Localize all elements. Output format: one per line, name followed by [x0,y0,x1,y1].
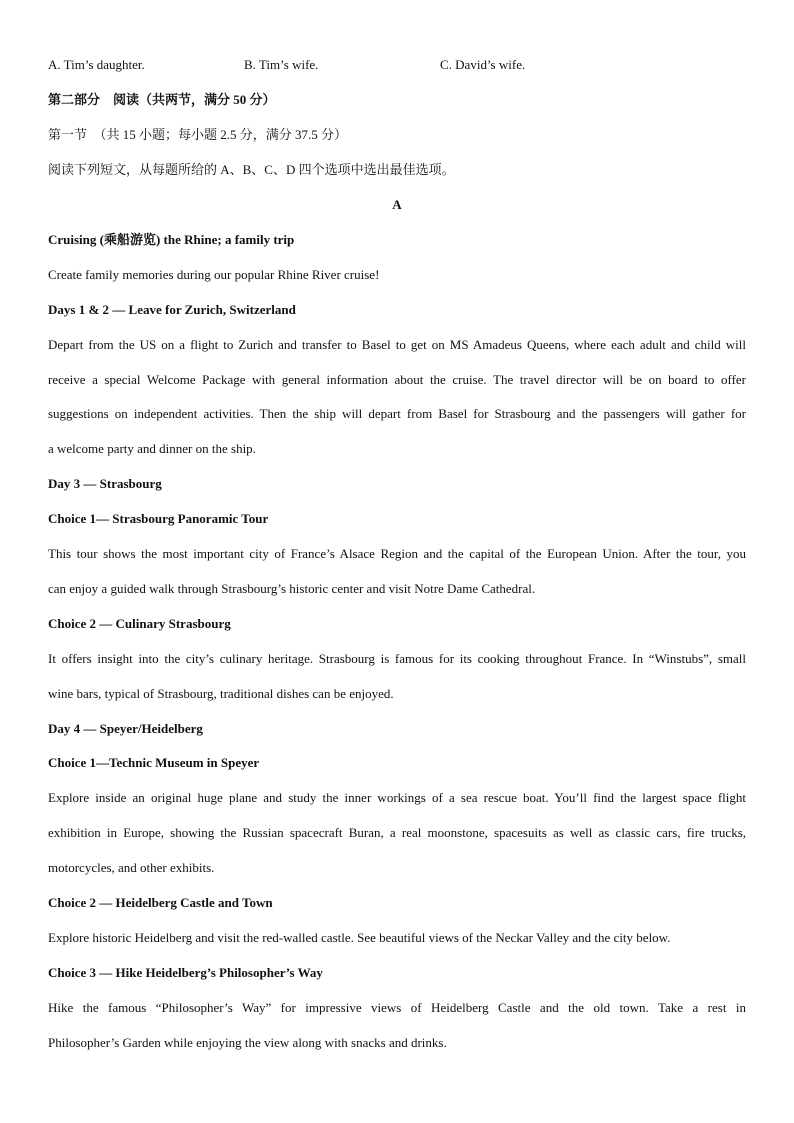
paragraph-line: exhibition in Europe, showing the Russian spacecraft Buran, a real moonstone, spacesuits as well as classic cars, fire trucks, [48,825,746,840]
day4-choice1-heading: Choice 1—Technic Museum in Speyer [48,755,260,770]
paragraph-line: can enjoy a guided walk through Strasbourg’s historic center and visit Notre Dame Cathedral. [48,581,536,596]
paragraph-line: motorcycles, and other exhibits. [48,860,215,875]
option-c: C. David’s wife. [440,57,526,72]
day3-choice1-heading: Choice 1— Strasbourg Panoramic Tour [48,511,269,526]
day4-choice2-heading: Choice 2 — Heidelberg Castle and Town [48,895,273,910]
option-b: B. Tim’s wife. [244,57,319,72]
option-a: A. Tim’s daughter. [48,57,145,72]
day3-choice2-heading: Choice 2 — Culinary Strasbourg [48,616,231,631]
passage-intro: Create family memories during our popular Rhine River cruise! [48,267,380,282]
paragraph-line: suggestions on independent activities. Then the ship will depart from Basel for Strasbourg and the passengers will gather for [48,406,746,421]
passage-letter: A [392,197,402,212]
paragraph-line: This tour shows the most important city of France’s Alsace Region and the capital of the European Union. After the tour, you [48,546,746,561]
day4-choice3-heading: Choice 3 — Hike Heidelberg’s Philosopher’s Way [48,965,323,980]
sub-title: 第一节 （共 15 小题；每小题 2.5 分，满分 37.5 分） [48,127,348,142]
day4-heading: Day 4 — Speyer/Heidelberg [48,721,203,736]
day3-heading: Day 3 — Strasbourg [48,476,162,491]
passage-title: Cruising (乘船游览) the Rhine; a family trip [48,232,295,247]
part-title: 第二部分 阅读（共两节，满分 50 分） [48,92,276,107]
days12-heading: Days 1 & 2 — Leave for Zurich, Switzerland [48,302,296,317]
paragraph-line: Hike the famous “Philosopher’s Way” for impressive views of Heidelberg Castle and the old town. Take a rest in [48,1000,746,1015]
paragraph-line: a welcome party and dinner on the ship. [48,441,256,456]
paragraph-line: Explore inside an original huge plane and study the inner workings of a sea rescue boat. You’ll find the largest space flight [48,790,746,805]
paragraph-line: receive a special Welcome Package with general information about the cruise. The travel director will be on board to offer [48,372,746,387]
paragraph-line: wine bars, typical of Strasbourg, traditional dishes can be enjoyed. [48,686,394,701]
paragraph-line: Philosopher’s Garden while enjoying the view along with snacks and drinks. [48,1035,447,1050]
instruction: 阅读下列短文，从每题所给的 A、B、C、D 四个选项中选出最佳选项。 [48,162,455,177]
paragraph-line: It offers insight into the city’s culinary heritage. Strasbourg is famous for its cooking throughout France. In “Winstubs”, small [48,651,746,666]
paragraph-line: Explore historic Heidelberg and visit the red-walled castle. See beautiful views of the Neckar Valley and the city below. [48,930,671,945]
paragraph-line: Depart from the US on a flight to Zurich and transfer to Basel to get on MS Amadeus Queens, where each adult and child will [48,337,746,352]
